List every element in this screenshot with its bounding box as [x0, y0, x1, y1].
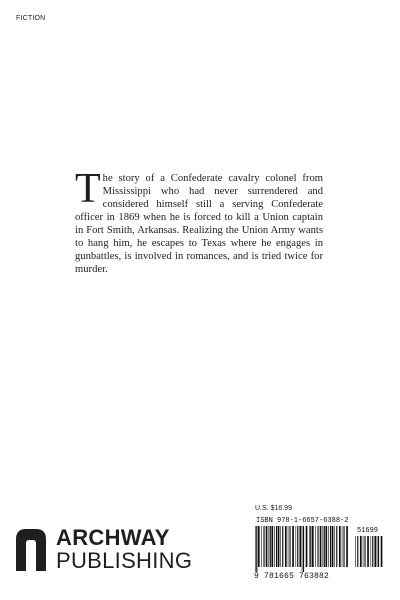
barcode-bar: [357, 536, 358, 567]
barcode-bar: [285, 526, 287, 567]
barcode-bar: [276, 526, 277, 567]
barcode-bar: [312, 526, 314, 567]
barcode-bar: [328, 526, 329, 567]
barcode-bar: [339, 526, 341, 567]
barcode-bar: [303, 526, 304, 572]
barcode-bar: [343, 526, 344, 567]
barcode-bar: [280, 526, 281, 567]
barcode-bar: [336, 526, 337, 567]
publisher-name-line1: ARCHWAY: [56, 525, 170, 550]
barcode-bar: [310, 526, 311, 567]
barcode-bar: [377, 536, 378, 567]
genre-label: FICTION: [16, 15, 46, 22]
publisher-name-line2: PUBLISHING: [56, 548, 193, 573]
barcode-bar: [296, 526, 297, 567]
barcode-bar: [355, 536, 356, 567]
barcode-bar: [360, 536, 362, 567]
barcode-bar: [269, 526, 270, 567]
barcode-bar: [330, 526, 331, 567]
barcode-bar: [263, 526, 264, 567]
barcode-bar: [255, 526, 256, 572]
barcode-bar: [270, 526, 271, 567]
barcode-bar: [306, 526, 308, 567]
barcode-bar: [266, 526, 268, 567]
barcode-bar: [364, 536, 365, 567]
barcode-bar: [320, 526, 322, 567]
barcode-bar: [372, 536, 373, 567]
barcode-digits: 9 781665 763882: [254, 572, 330, 581]
price-addon-code: 51699: [357, 527, 379, 535]
barcode-bar: [324, 526, 325, 567]
barcode-bar: [315, 526, 316, 567]
book-description: [75, 166, 323, 276]
barcode-bar: [367, 536, 369, 567]
barcode-bar: [342, 526, 343, 567]
barcode-bar: [371, 536, 372, 567]
barcode-bar: [292, 526, 294, 567]
barcode-bar: [309, 526, 310, 567]
barcode-bar: [299, 526, 301, 567]
isbn-label: ISBN 978-1-6657-6388-2: [256, 517, 349, 525]
barcode-bar: [261, 526, 262, 567]
isbn-barcode: [254, 517, 386, 583]
publisher-logo: [16, 527, 196, 573]
barcode-bar: [278, 526, 280, 567]
barcode-bar: [317, 526, 318, 567]
barcode-bar: [378, 536, 379, 567]
barcode-bar: [346, 526, 348, 567]
barcode-bar: [288, 526, 289, 567]
barcode-bar: [297, 526, 298, 567]
barcode-bar: [302, 526, 303, 572]
barcode-bar: [282, 526, 283, 567]
barcode-bar: [374, 536, 376, 567]
archway-logo-icon: [16, 529, 46, 571]
barcode-bar: [256, 526, 257, 572]
barcode-bar: [271, 526, 273, 567]
barcode-bar: [334, 526, 335, 567]
publisher-name: [56, 527, 192, 573]
barcode-bar: [363, 536, 364, 567]
ean-barcode: [254, 526, 350, 572]
barcode-bar: [381, 536, 383, 567]
description-text: he story of a Confederate cavalry colonel from Mississippi who had never surrendered and considered himself still a serving Confederate officer in 1869 when he is forced to kill a Union captain in Fort Smith, Arkansas. Realizing the Union Army wants to hang him, he escapes to Texas where he engages in gunbattles, is involved in romances, and is tried twice for murder.: [75, 173, 323, 275]
barcode-bar: [332, 526, 334, 567]
price-label: U.S. $16.99: [255, 505, 292, 512]
drop-cap: T: [75, 166, 101, 212]
addon-barcode: [354, 536, 384, 572]
barcode-bar: [325, 526, 327, 567]
barcode-bar: [289, 526, 290, 567]
barcode-bar: [274, 526, 275, 567]
barcode-bar: [258, 526, 260, 567]
barcode-bar: [323, 526, 324, 567]
